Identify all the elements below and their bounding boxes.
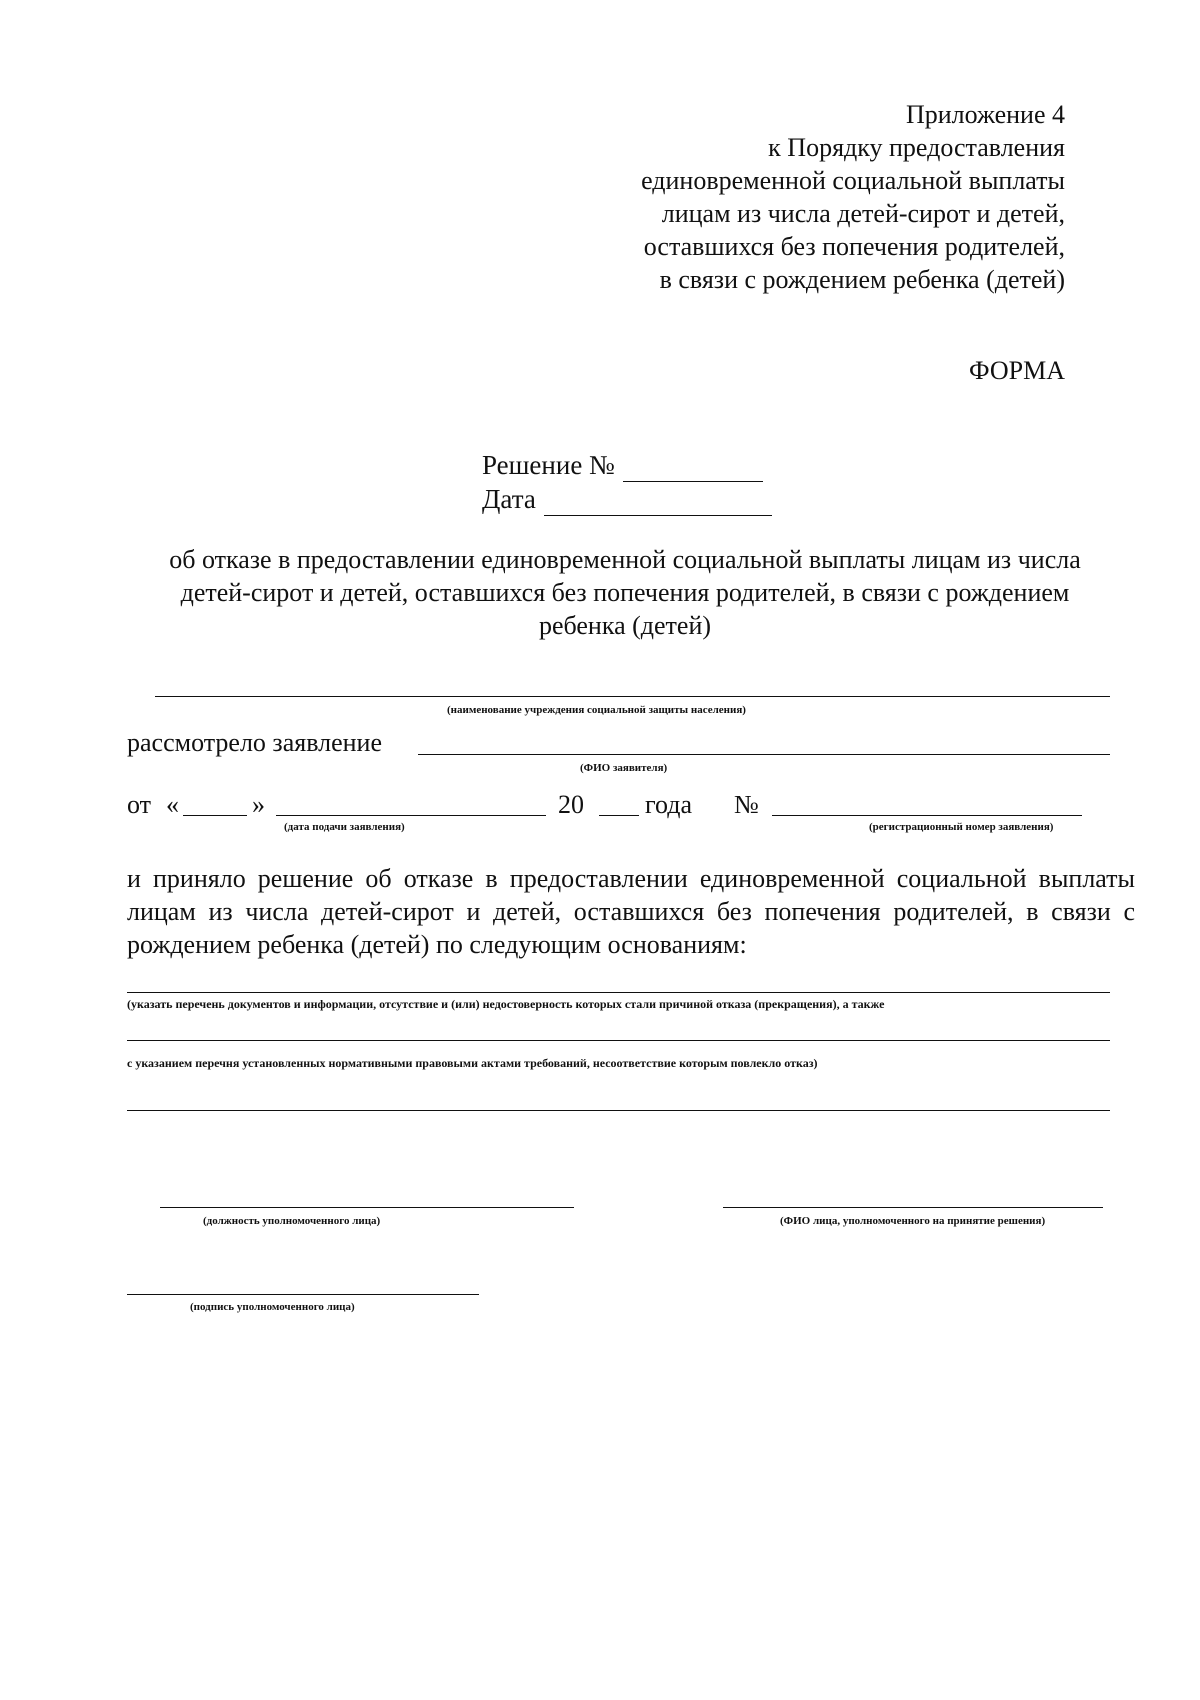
signature-field[interactable] bbox=[127, 1294, 479, 1295]
reviewed-label: рассмотрело заявление bbox=[127, 728, 383, 757]
institution-field[interactable] bbox=[155, 696, 1110, 697]
year-suffix: года bbox=[645, 790, 693, 819]
appendix-line: единовременной социальной выплаты bbox=[641, 166, 1065, 195]
close-quote: » bbox=[252, 790, 265, 819]
registration-number-caption: (регистрационный номер заявления) bbox=[869, 821, 1054, 833]
authorized-name-field[interactable] bbox=[723, 1207, 1103, 1208]
reasons-caption-2: с указанием перечня установленных нормативными правовыми актами требований, несоответствие которым повлекло отказ) bbox=[127, 1056, 818, 1070]
date-caption: (дата подачи заявления) bbox=[284, 821, 405, 833]
registration-number-field[interactable] bbox=[772, 815, 1082, 816]
decision-text: и приняло решение об отказе в предоставлении единовременной социальной выплаты лицам из числа детей-сирот и детей, оставшихся без попечения родителей, в связи с рождением ребенка (детей) по следующим основаниям: bbox=[127, 864, 1135, 959]
decision-number-label: Решение № bbox=[482, 450, 615, 480]
subject-line: ребенка (детей) bbox=[538, 611, 712, 640]
position-caption: (должность уполномоченного лица) bbox=[203, 1215, 381, 1227]
open-quote: « bbox=[166, 790, 179, 819]
reasons-field-3[interactable] bbox=[127, 1110, 1110, 1111]
position-field[interactable] bbox=[160, 1207, 574, 1208]
authorized-name-caption: (ФИО лица, уполномоченного на принятие решения) bbox=[780, 1215, 1046, 1227]
appendix-header bbox=[545, 98, 1065, 296]
form-label: ФОРМА bbox=[969, 356, 1065, 385]
applicant-name-field[interactable] bbox=[418, 754, 1110, 755]
decision-date-row bbox=[482, 482, 772, 516]
year-field[interactable] bbox=[599, 815, 639, 816]
appendix-line: Приложение 4 bbox=[905, 100, 1065, 129]
subject-line: детей-сирот и детей, оставшихся без попечения родителей, в связи с рождением bbox=[180, 578, 1070, 607]
appendix-line: оставшихся без попечения родителей, bbox=[643, 232, 1065, 261]
decision-block bbox=[482, 448, 772, 516]
year-prefix: 20 bbox=[558, 790, 584, 819]
signature-caption: (подпись уполномоченного лица) bbox=[190, 1301, 355, 1313]
document-subject bbox=[120, 543, 1130, 642]
decision-number-row bbox=[482, 448, 772, 482]
decision-number-field[interactable] bbox=[623, 457, 763, 482]
institution-caption: (наименование учреждения социальной защиты населения) bbox=[447, 704, 746, 716]
appendix-line: лицам из числа детей-сирот и детей, bbox=[661, 199, 1065, 228]
appendix-line: к Порядку предоставления bbox=[768, 133, 1065, 162]
subject-line: об отказе в предоставлении единовременной социальной выплаты лицам из числа bbox=[169, 545, 1081, 574]
reasons-field-2[interactable] bbox=[127, 1040, 1110, 1041]
applicant-name-caption: (ФИО заявителя) bbox=[580, 762, 668, 774]
decision-date-field[interactable] bbox=[544, 491, 772, 516]
reasons-field-1[interactable] bbox=[127, 992, 1110, 993]
number-sign: № bbox=[734, 790, 759, 819]
month-field[interactable] bbox=[276, 815, 546, 816]
date-from-label: от bbox=[127, 790, 152, 819]
appendix-line: в связи с рождением ребенка (детей) bbox=[659, 265, 1065, 294]
day-field[interactable] bbox=[183, 815, 247, 816]
decision-date-label: Дата bbox=[482, 484, 536, 514]
reasons-caption-1: (указать перечень документов и информации, отсутствие и (или) недостоверность которых стали причиной отказа (прекращения), а также bbox=[127, 997, 885, 1011]
